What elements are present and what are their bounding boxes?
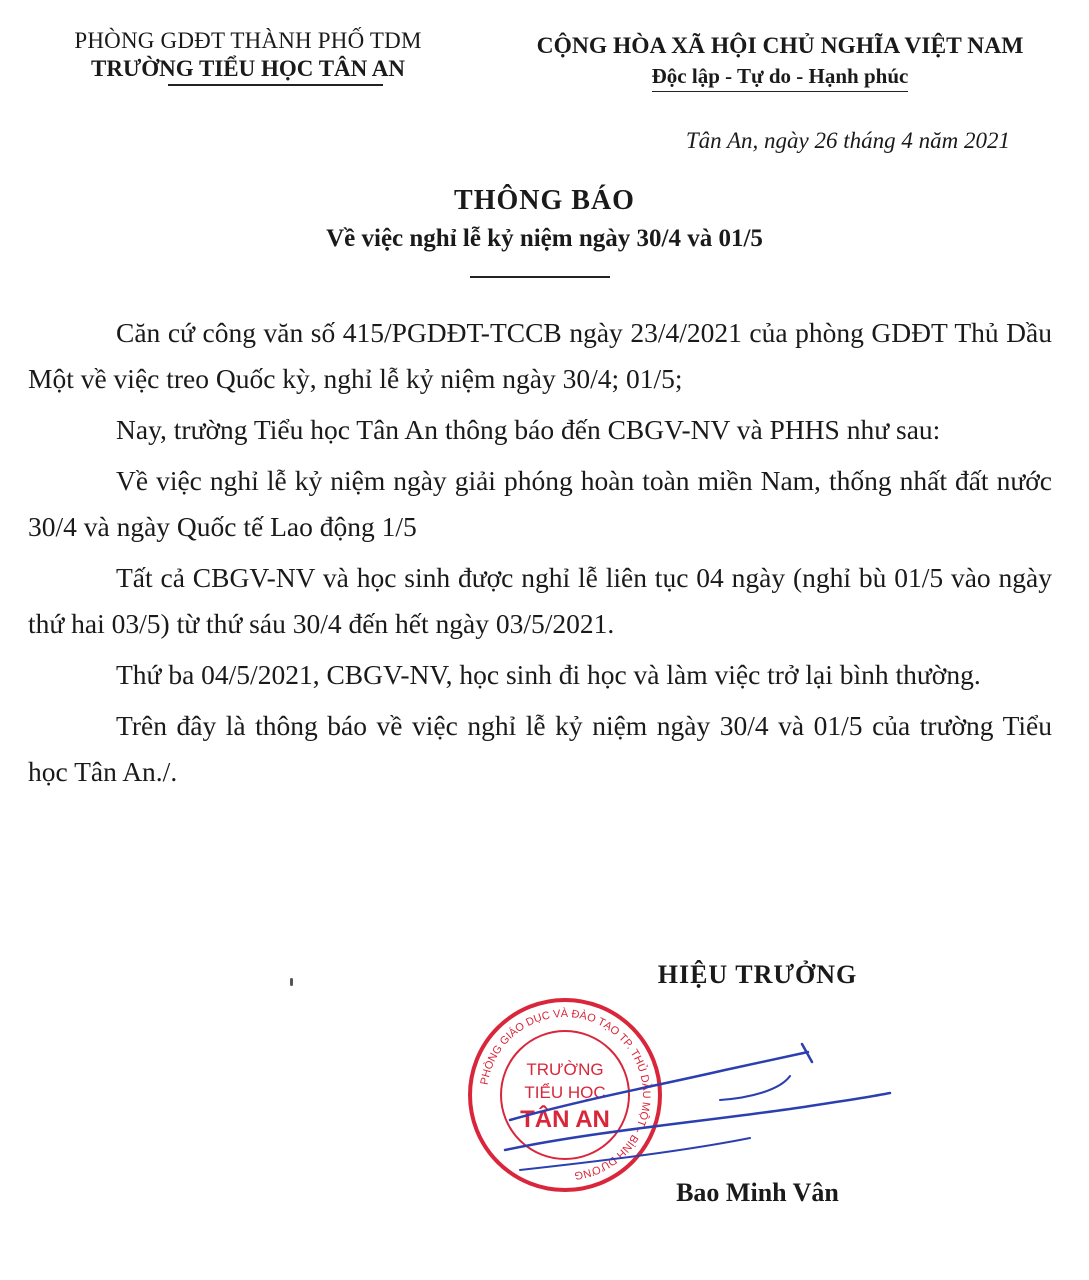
signature-title: HIỆU TRƯỞNG (657, 960, 858, 989)
speck-mark (290, 978, 293, 986)
body-paragraph: Căn cứ công văn số 415/PGDĐT-TCCB ngày 23/4/2021 của phòng GDĐT Thủ Dầu Một về việc treo Quốc kỳ, nghỉ lễ kỷ niệm ngày 30/4; 01/5; (28, 317, 1052, 394)
handwritten-signature (490, 1030, 900, 1180)
header-right (490, 33, 1070, 92)
body-paragraph: Tất cả CBGV-NV và học sinh được nghỉ lễ liên tục 04 ngày (nghỉ bù 01/5 vào ngày thứ hai 03/5) từ thứ sáu 30/4 đến hết ngày 03/5/2021. (28, 562, 1052, 639)
title-divider (470, 276, 610, 278)
document-title: THÔNG BÁO (454, 185, 635, 216)
body-paragraph: Về việc nghỉ lễ kỷ niệm ngày giải phóng hoàn toàn miền Nam, thống nhất đất nước 30/4 và ngày Quốc tế Lao động 1/5 (28, 465, 1052, 542)
document-subtitle: Về việc nghỉ lễ kỷ niệm ngày 30/4 và 01/5 (326, 225, 763, 252)
body-paragraph: Trên đây là thông báo về việc nghỉ lễ kỷ niệm ngày 30/4 và 01/5 của trường Tiểu học Tân An./. (28, 710, 1052, 787)
signer-name: Bao Minh Vân (676, 1178, 839, 1207)
header-left (28, 28, 468, 86)
body-paragraph: Nay, trường Tiểu học Tân An thông báo đến CBGV-NV và PHHS như sau: (116, 414, 941, 445)
national-title: CỘNG HÒA XÃ HỘI CHỦ NGHĨA VIỆT NAM (536, 33, 1024, 59)
stamp-ring-text: PHÒNG GIÁO DỤC VÀ ĐÀO TẠO TP. THỦ DẦU MỘT - BÌNH DƯƠNG (478, 1007, 653, 1182)
body-paragraph: Thứ ba 04/5/2021, CBGV-NV, học sinh đi học và làm việc trở lại bình thường. (116, 659, 981, 690)
stamp-line-2: TIỂU HỌC (524, 1083, 606, 1102)
document-body (28, 310, 1052, 795)
dateline: Tân An, ngày 26 tháng 4 năm 2021 (685, 128, 1010, 153)
stamp-line-3: TÂN AN (520, 1106, 610, 1133)
school-name: TRƯỜNG TIỂU HỌC TÂN AN (91, 56, 405, 81)
department-name: PHÒNG GDĐT THÀNH PHỐ TDM (74, 28, 422, 53)
stamp-line-1: TRƯỜNG (526, 1060, 604, 1079)
header-left-underline (168, 84, 383, 86)
national-motto: Độc lập - Tự do - Hạnh phúc (652, 64, 909, 92)
